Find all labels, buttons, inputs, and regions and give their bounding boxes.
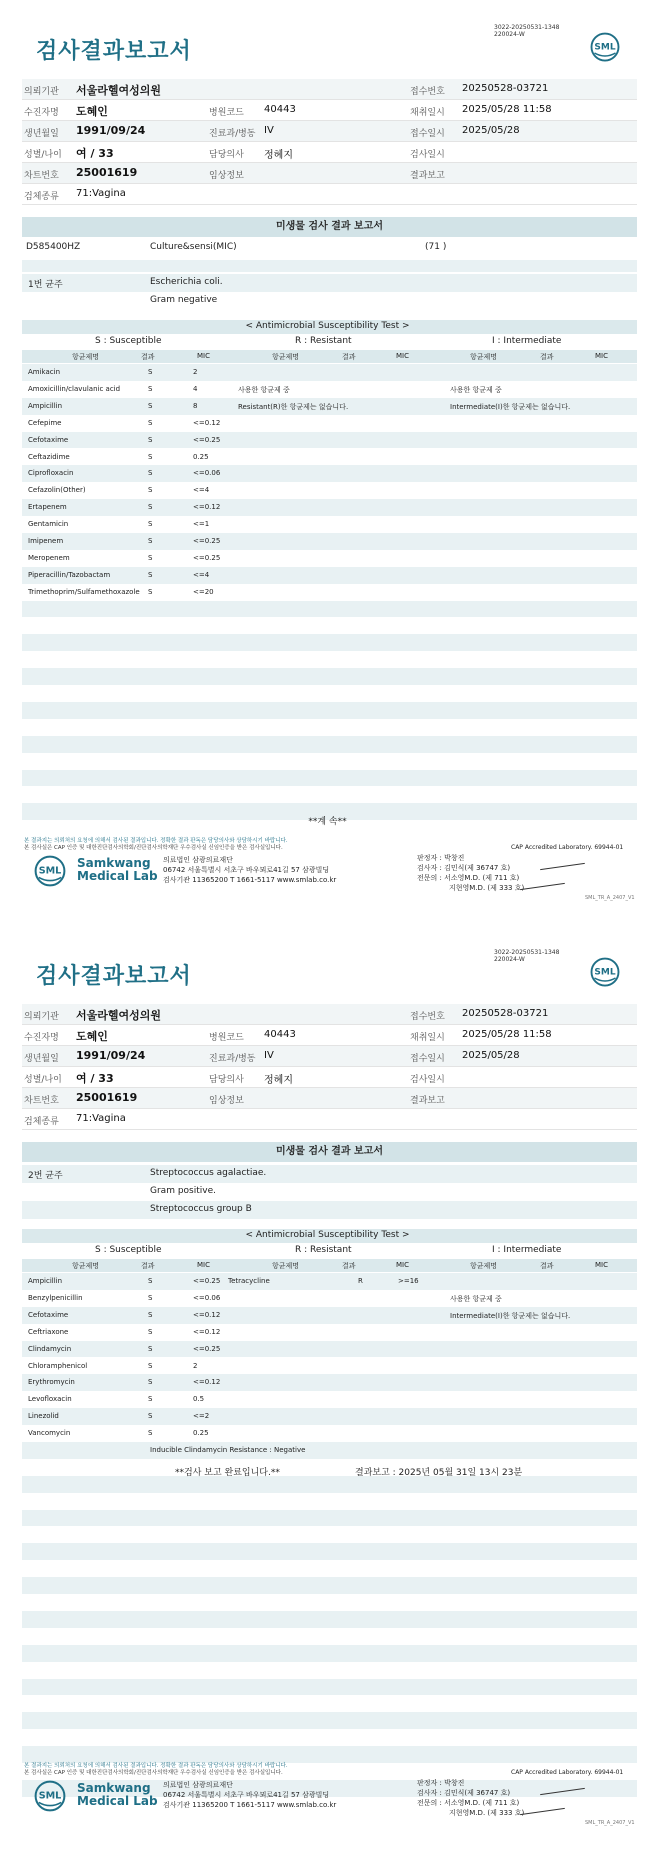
result-value: S <box>148 1344 153 1353</box>
table-stripe <box>22 1645 637 1662</box>
info-row <box>22 1067 637 1088</box>
note-text: 사용한 항균제 중 <box>450 1294 502 1303</box>
mic-value: 4 <box>193 384 198 393</box>
antibiotic-name: Cefotaxime <box>28 1310 69 1319</box>
note-text: 사용한 항균제 중 <box>238 385 290 394</box>
table-row <box>0 1362 655 1374</box>
table-stripe <box>22 1712 637 1729</box>
field-label: 생년월일 <box>24 1054 59 1064</box>
cap-accreditation: CAP Accredited Laboratory. 69944-01 <box>511 1769 624 1776</box>
sml-logo-icon <box>34 1780 66 1812</box>
column-header: 항균제명 <box>470 1262 498 1270</box>
mic-value: <=4 <box>193 570 210 579</box>
column-header: 항균제명 <box>470 353 498 361</box>
table-row <box>0 1429 655 1441</box>
field-value: 도혜인 <box>76 105 108 118</box>
signature-icon <box>540 863 585 870</box>
note-text: 사용한 항균제 중 <box>450 385 502 394</box>
column-header: MIC <box>396 1261 409 1269</box>
table-stripe <box>22 668 637 685</box>
antibiotic-name: Levofloxacin <box>28 1395 72 1404</box>
result-value: S <box>148 1395 153 1404</box>
table-row <box>0 368 655 380</box>
field-label: 담당의사 <box>209 1075 244 1085</box>
code-line: 220024-W <box>494 956 525 963</box>
table-row <box>0 1277 655 1289</box>
table-row <box>0 385 655 397</box>
table-row <box>0 1328 655 1340</box>
antibiotic-name: Ceftriaxone <box>28 1327 69 1336</box>
organism-line: Escherichia coli. <box>150 277 223 287</box>
brand-name: Medical Lab <box>77 1794 158 1808</box>
sml-logo-icon <box>34 855 66 887</box>
test-specimen: (71 ) <box>425 242 447 252</box>
column-header: 결과 <box>342 353 356 361</box>
column-header: MIC <box>197 1261 210 1269</box>
antibiotic-name: Cefazolin(Other) <box>28 486 86 495</box>
mic-value: <=0.25 <box>193 435 221 444</box>
mic-value: <=0.06 <box>193 469 221 478</box>
antibiotic-name: Ampicillin <box>28 1277 63 1285</box>
field-value: 도혜인 <box>76 1030 108 1043</box>
mic-value: <=2 <box>193 1412 210 1421</box>
info-row <box>22 163 637 184</box>
field-value: 40443 <box>264 1029 296 1040</box>
field-value: 20250528-03721 <box>462 83 549 94</box>
brand-name: Medical Lab <box>77 869 158 883</box>
field-label: 접수일시 <box>410 1054 445 1064</box>
column-header: 결과 <box>540 1262 554 1270</box>
table-row <box>0 503 655 515</box>
field-label: 결과보고 <box>410 1096 445 1106</box>
field-value: 71:Vagina <box>76 1113 126 1124</box>
field-label: 의뢰기관 <box>24 87 59 97</box>
table-row <box>0 1378 655 1390</box>
field-label: 담당의사 <box>209 150 244 160</box>
sml-logo-icon <box>590 957 620 987</box>
test-name: Culture&sensi(MIC) <box>150 242 237 252</box>
antibiotic-name: Ceftazidime <box>28 452 70 461</box>
cap-accreditation: CAP Accredited Laboratory. 69944-01 <box>511 844 624 851</box>
field-label: 채취일시 <box>410 1033 445 1043</box>
signer-line: 전문의 : 서소영M.D. (제 711 호) <box>417 1799 520 1807</box>
table-stripe <box>22 736 637 753</box>
result-value: S <box>148 537 153 545</box>
organism-line: Streptococcus group B <box>150 1204 252 1214</box>
field-label: 임상정보 <box>209 171 244 181</box>
mic-value: <=0.12 <box>193 1310 221 1319</box>
ast-title: < Antimicrobial Susceptibility Test > <box>245 321 410 331</box>
table-stripe <box>22 1476 637 1493</box>
antibiotic-name: Ampicillin <box>28 401 63 410</box>
field-label: 검체종류 <box>24 1117 59 1127</box>
document-title: 검사결과보고서 <box>36 964 192 989</box>
info-row <box>22 121 637 142</box>
field-label: 병원코드 <box>209 1033 244 1043</box>
antibiotic-name: Vancomycin <box>28 1429 71 1438</box>
column-header: 항균제명 <box>272 1262 300 1270</box>
field-label: 차트번호 <box>24 171 59 181</box>
field-label: 채취일시 <box>410 108 445 118</box>
field-label: 생년월일 <box>24 129 59 139</box>
field-label: 검체종류 <box>24 192 59 202</box>
result-value: S <box>148 384 153 393</box>
result-value: S <box>148 368 153 376</box>
result-value: S <box>148 553 153 562</box>
column-header: 항균제명 <box>72 353 100 361</box>
svg-text:SML: SML <box>38 865 62 877</box>
document-code <box>494 949 559 963</box>
antibiotic-name: Gentamicin <box>28 520 69 529</box>
legend-intermediate: I : Intermediate <box>492 336 562 346</box>
signature-icon <box>520 1808 565 1815</box>
result-value: S <box>148 1378 153 1387</box>
mic-value: <=0.12 <box>193 418 221 427</box>
note-text: Intermediate(I)한 항균제는 없습니다. <box>450 1311 571 1320</box>
address-line: 06742 서울특별시 서초구 바우뫼로41길 57 삼광빌딩 <box>163 866 330 874</box>
antibiotic-name: Cefepime <box>28 418 62 427</box>
svg-text:SML: SML <box>38 1790 62 1802</box>
table-stripe <box>22 1442 637 1459</box>
field-label: 수진자명 <box>24 108 59 118</box>
table-row <box>0 554 655 566</box>
sml-logo-icon <box>590 32 620 62</box>
field-value: 2025/05/28 11:58 <box>462 104 552 115</box>
field-label: 접수번호 <box>410 1012 445 1022</box>
mic-value: 2 <box>193 368 198 376</box>
field-label: 차트번호 <box>24 1096 59 1106</box>
table-row <box>0 1395 655 1407</box>
table-row <box>0 1345 655 1357</box>
result-value: S <box>148 1429 153 1438</box>
result-value: S <box>148 452 153 461</box>
note-text: Resistant(R)한 항균제는 없습니다. <box>238 402 349 411</box>
antibiotic-name: Erythromycin <box>28 1378 75 1387</box>
field-value: IV <box>264 125 274 136</box>
field-value: 정혜지 <box>264 150 293 161</box>
antibiotic-name: Ertapenem <box>28 503 67 512</box>
test-code: D585400HZ <box>26 242 81 252</box>
antibiotic-name: Cefotaxime <box>28 435 69 444</box>
antibiotic-name: Ciprofloxacin <box>28 469 74 478</box>
address-line: 검사기관 11365200 T 1661-5117 www.smlab.co.kr <box>163 876 337 884</box>
column-header: MIC <box>396 352 409 360</box>
result-value: S <box>148 1412 153 1421</box>
table-row <box>0 453 655 465</box>
field-value: 서울라헬여성의원 <box>76 84 162 97</box>
info-row <box>22 79 637 100</box>
table-stripe <box>22 702 637 719</box>
info-row <box>22 100 637 121</box>
table-row <box>0 419 655 431</box>
end-text: **검사 보고 완료입니다.** <box>175 1467 280 1478</box>
legend-resistant: R : Resistant <box>295 336 352 346</box>
report-time: 결과보고 : 2025년 05월 31일 13시 23분 <box>355 1467 523 1478</box>
info-row <box>22 1088 637 1109</box>
antibiotic-name: Trimethoprim/Sulfamethoxazole <box>28 587 140 596</box>
field-value: 2025/05/28 <box>462 1050 520 1061</box>
signer-line: 판정자 : 박창진 <box>417 1779 465 1787</box>
antibiotic-name: Linezolid <box>28 1412 59 1421</box>
mic-value: <=0.06 <box>193 1293 221 1302</box>
legend-susceptible: S : Susceptible <box>95 1245 162 1255</box>
address-line: 06742 서울특별시 서초구 바우뫼로41길 57 삼광빌딩 <box>163 1791 330 1799</box>
mic-value: <=4 <box>193 486 210 495</box>
mic-value: 0.25 <box>193 452 209 461</box>
signer-line: 전문의 : 서소영M.D. (제 711 호) <box>417 874 520 882</box>
result-value: S <box>148 520 153 529</box>
field-value: 40443 <box>264 104 296 115</box>
form-version: SML_TR_A_2407_V1 <box>585 895 635 901</box>
mic-value: <=0.25 <box>193 1277 221 1285</box>
result-value: S <box>148 1327 153 1336</box>
organism-band <box>22 1165 637 1183</box>
address-line: 의료법인 삼광의료재단 <box>163 1781 233 1789</box>
signer-line: 지현영M.D. (제 333 호) <box>449 884 525 892</box>
column-header: 결과 <box>342 1262 356 1270</box>
info-row <box>22 1046 637 1067</box>
brand-name: Samkwang <box>77 1781 151 1795</box>
result-value: S <box>148 418 153 427</box>
info-row <box>22 184 637 205</box>
field-value: 2025/05/28 11:58 <box>462 1029 552 1040</box>
antibiotic-name: Amikacin <box>28 368 61 376</box>
column-header: 항균제명 <box>272 353 300 361</box>
info-row <box>22 1109 637 1130</box>
spacer-band <box>22 260 637 272</box>
signer-line: 검사자 : 김민식(제 36747 호) <box>417 864 511 872</box>
svg-text:SML: SML <box>594 42 616 53</box>
field-label: 검사일시 <box>410 150 445 160</box>
field-label: 수진자명 <box>24 1033 59 1043</box>
signer-line: 판정자 : 박창진 <box>417 854 465 862</box>
result-value: S <box>148 1361 153 1370</box>
note-text: Intermediate(I)한 항균제는 없습니다. <box>450 402 571 411</box>
field-label: 임상정보 <box>209 1096 244 1106</box>
table-row <box>0 486 655 498</box>
table-row <box>0 588 655 600</box>
organism-line: Gram negative <box>150 295 218 305</box>
extra-line: Inducible Clindamycin Resistance : Negative <box>150 1446 306 1454</box>
result-value: S <box>148 401 153 410</box>
mic-value: >=16 <box>398 1277 419 1285</box>
footer-note: 본 검사실은 CAP 인증 및 대한진단검사의학회/진단검사의학재단 우수검사실 신임인증을 받은 검사실입니다. <box>24 1770 283 1776</box>
footer-note: 본 결과지는 의뢰처의 요청에 의해서 검사된 결과입니다. 정확한 결과 판독은 담당의사와 상담하시기 바랍니다. <box>24 1763 288 1769</box>
svg-text:SML: SML <box>594 967 616 978</box>
result-value: R <box>358 1277 363 1285</box>
organism-label: 1번 균주 <box>28 280 63 290</box>
antibiotic-name: Benzylpenicillin <box>28 1293 83 1302</box>
result-value: S <box>148 503 153 512</box>
signer-line: 검사자 : 김민식(제 36747 호) <box>417 1789 511 1797</box>
field-label: 접수번호 <box>410 87 445 97</box>
field-value: 정혜지 <box>264 1075 293 1086</box>
field-label: 결과보고 <box>410 171 445 181</box>
table-row <box>0 436 655 448</box>
info-row <box>22 1004 637 1025</box>
mic-value: <=0.12 <box>193 1327 221 1336</box>
mic-value: <=20 <box>193 587 214 596</box>
table-stripe <box>22 1577 637 1594</box>
field-value: 여 / 33 <box>76 147 114 160</box>
field-value: 25001619 <box>76 1091 138 1104</box>
signature-icon <box>520 883 565 890</box>
table-row <box>0 469 655 481</box>
report-page <box>0 925 655 1850</box>
field-value: 1991/09/24 <box>76 1049 146 1062</box>
antibiotic-name: Amoxicillin/clavulanic acid <box>28 384 121 393</box>
organism-line: Streptococcus agalactiae. <box>150 1168 267 1178</box>
column-header: MIC <box>595 352 608 360</box>
table-stripe <box>22 601 637 618</box>
legend-susceptible: S : Susceptible <box>95 336 162 346</box>
document-title: 검사결과보고서 <box>36 39 192 64</box>
field-label: 성별/나이 <box>24 150 62 160</box>
antibiotic-name: Piperacillin/Tazobactam <box>28 570 111 579</box>
table-stripe <box>22 634 637 651</box>
field-value: IV <box>264 1050 274 1061</box>
mic-value: 8 <box>193 401 198 410</box>
result-value: S <box>148 1310 153 1319</box>
field-label: 의뢰기관 <box>24 1012 59 1022</box>
table-stripe <box>22 770 637 787</box>
field-value: 2025/05/28 <box>462 125 520 136</box>
mic-value: <=0.12 <box>193 503 221 512</box>
field-label: 진료과/병동 <box>209 129 256 139</box>
column-header: 결과 <box>540 353 554 361</box>
field-label: 병원코드 <box>209 108 244 118</box>
mic-value: <=0.12 <box>193 1378 221 1387</box>
mic-value: 2 <box>193 1361 198 1370</box>
result-value: S <box>148 1293 153 1302</box>
field-value: 여 / 33 <box>76 1072 114 1085</box>
address-line: 검사기관 11365200 T 1661-5117 www.smlab.co.kr <box>163 1801 337 1809</box>
table-row <box>0 1294 655 1306</box>
brand-name: Samkwang <box>77 856 151 870</box>
document-code <box>494 24 559 38</box>
signer-line: 지현영M.D. (제 333 호) <box>449 1809 525 1817</box>
column-header: 항균제명 <box>72 1262 100 1270</box>
organism-line: Gram positive. <box>150 1186 216 1196</box>
organism-band <box>22 1201 637 1219</box>
field-value: 71:Vagina <box>76 188 126 199</box>
table-row <box>0 520 655 532</box>
result-value: S <box>148 587 153 596</box>
table-row <box>0 537 655 549</box>
column-header: 결과 <box>141 1262 155 1270</box>
organism-label: 2번 균주 <box>28 1171 63 1181</box>
field-value: 25001619 <box>76 166 138 179</box>
code-line: 220024-W <box>494 31 525 38</box>
mic-value: 0.5 <box>193 1395 205 1404</box>
address-line: 의료법인 삼광의료재단 <box>163 856 233 864</box>
antibiotic-name: Meropenem <box>28 553 70 562</box>
column-header: MIC <box>595 1261 608 1269</box>
legend-intermediate: I : Intermediate <box>492 1245 562 1255</box>
table-stripe <box>22 1746 637 1763</box>
mic-value: <=0.25 <box>193 537 221 545</box>
table-row <box>0 571 655 583</box>
field-value: 20250528-03721 <box>462 1008 549 1019</box>
field-value: 1991/09/24 <box>76 124 146 137</box>
mic-value: 0.25 <box>193 1429 209 1438</box>
result-value: S <box>148 1277 153 1285</box>
mic-value: <=1 <box>193 520 210 529</box>
table-row <box>0 1412 655 1424</box>
field-label: 접수일시 <box>410 129 445 139</box>
end-text: **계 속** <box>308 817 347 827</box>
table-stripe <box>22 1611 637 1628</box>
field-label: 진료과/병동 <box>209 1054 256 1064</box>
info-row <box>22 1025 637 1046</box>
field-label: 검사일시 <box>410 1075 445 1085</box>
result-value: S <box>148 570 153 579</box>
legend-resistant: R : Resistant <box>295 1245 352 1255</box>
table-stripe <box>22 1510 637 1527</box>
field-value: 서울라헬여성의원 <box>76 1009 162 1022</box>
antibiotic-name: Clindamycin <box>28 1344 72 1353</box>
result-value: S <box>148 486 153 495</box>
antibiotic-name: Chloramphenicol <box>28 1361 88 1370</box>
code-line: 3022-20250531-1348 <box>494 24 560 31</box>
info-row <box>22 142 637 163</box>
form-version: SML_TR_A_2407_V1 <box>585 1820 635 1826</box>
antibiotic-name: Imipenem <box>28 537 64 545</box>
table-stripe <box>22 1543 637 1560</box>
field-label: 성별/나이 <box>24 1075 62 1085</box>
column-header: MIC <box>197 352 210 360</box>
footer-note: 본 검사실은 CAP 인증 및 대한진단검사의학회/진단검사의학재단 우수검사실 신임인증을 받은 검사실입니다. <box>24 845 283 851</box>
organism-band <box>22 274 637 292</box>
mic-value: <=0.25 <box>193 553 221 562</box>
mic-value: <=0.25 <box>193 1344 221 1353</box>
ast-title: < Antimicrobial Susceptibility Test > <box>245 1230 410 1240</box>
column-header: 결과 <box>141 353 155 361</box>
section-title: 미생물 검사 결과 보고서 <box>22 1142 637 1162</box>
antibiotic-name: Tetracycline <box>228 1277 270 1285</box>
code-line: 3022-20250531-1348 <box>494 949 560 956</box>
table-stripe <box>22 1679 637 1696</box>
result-value: S <box>148 469 153 478</box>
footer-note: 본 결과지는 의뢰처의 요청에 의해서 검사된 결과입니다. 정확한 결과 판독은 담당의사와 상담하시기 바랍니다. <box>24 838 288 844</box>
section-title: 미생물 검사 결과 보고서 <box>22 217 637 237</box>
result-value: S <box>148 435 153 444</box>
